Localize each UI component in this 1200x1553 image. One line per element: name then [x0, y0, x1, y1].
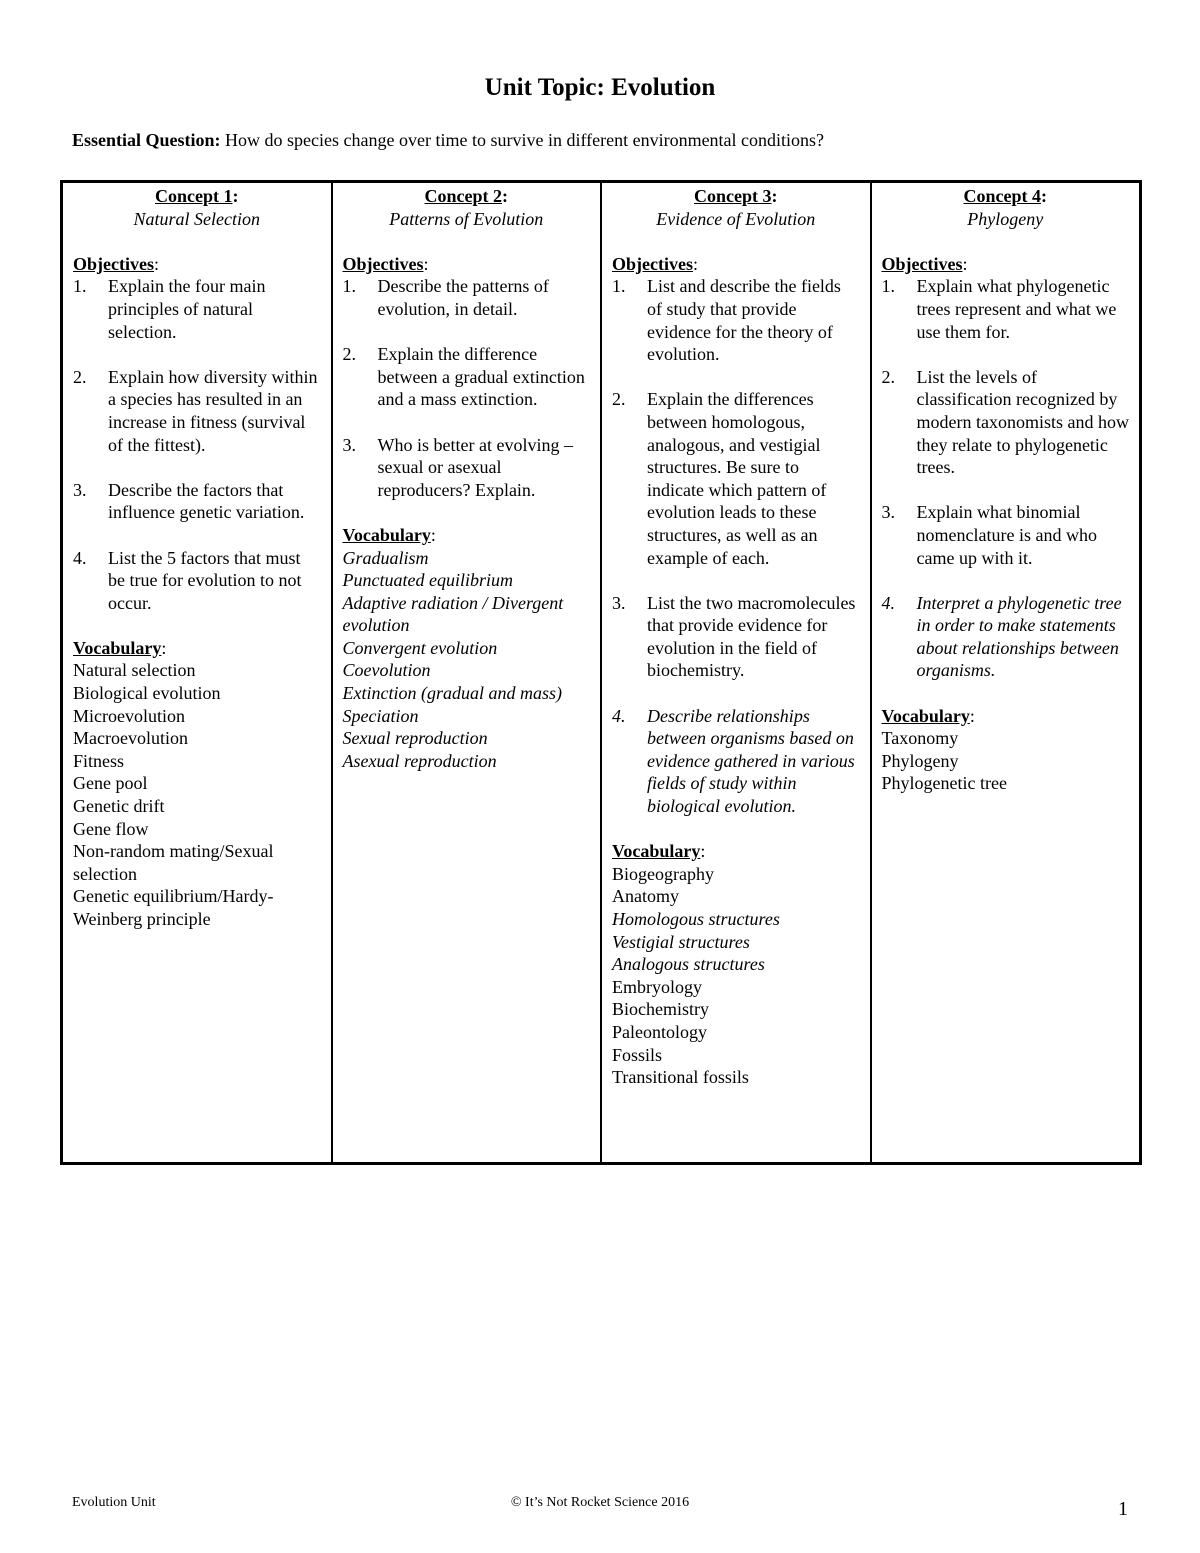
vocabulary-item: Genetic equilibrium/Hardy-Weinberg principle	[73, 886, 274, 929]
objective-text: List the levels of classification recognized by modern taxonomists and how they relate to phylogenetic trees.	[916, 366, 1129, 478]
objective-item	[73, 479, 321, 524]
objectives-list	[882, 275, 1130, 682]
concept-column-1	[63, 183, 333, 1162]
objectives-label: Objectives	[881, 253, 963, 274]
vocabulary-list	[882, 727, 1130, 795]
concepts-table	[60, 180, 1142, 1165]
objective-number: 2.	[881, 366, 895, 387]
objective-number: 3.	[73, 479, 87, 500]
vocabulary-item: Microevolution	[73, 705, 185, 726]
concept-subtitle: Phylogeny	[967, 208, 1044, 229]
vocabulary-list	[73, 659, 321, 930]
vocabulary-item: Biochemistry	[612, 999, 709, 1020]
vocabulary-item: Vestigial structures	[612, 931, 750, 952]
essential-question-text: How do species change over time to survive in different environmental conditions?	[225, 130, 825, 150]
objective-text: Who is better at evolving – sexual or asexual reproducers? Explain.	[377, 434, 573, 500]
concept-name-text: Concept 1	[155, 186, 233, 206]
objective-text: Explain what binomial nomenclature is and who came up with it.	[916, 502, 1097, 568]
vocabulary-item: Genetic drift	[73, 796, 165, 817]
objectives-heading: Objectives:	[73, 253, 159, 274]
vocabulary-heading: Vocabulary:	[881, 705, 975, 726]
objective-number: 2.	[73, 366, 87, 387]
vocabulary-item: Extinction (gradual and mass)	[342, 683, 562, 704]
vocabulary-item: Speciation	[342, 705, 419, 726]
vocabulary-item: Biological evolution	[73, 683, 221, 704]
objectives-section	[343, 253, 591, 502]
concept-name-colon: :	[1041, 186, 1047, 206]
concept-subtitle: Evidence of Evolution	[656, 208, 816, 229]
vocabulary-item: Non-random mating/Sexual selection	[73, 841, 274, 884]
concept-name	[612, 185, 860, 208]
vocabulary-item: Sexual reproduction	[342, 728, 488, 749]
vocabulary-section	[882, 705, 1130, 795]
objectives-label: Objectives	[612, 253, 693, 274]
objectives-list	[73, 275, 321, 614]
vocabulary-item: Anatomy	[612, 886, 679, 907]
vocabulary-section	[612, 840, 860, 1089]
objective-item	[612, 705, 860, 818]
vocabulary-item: Phylogenetic tree	[881, 773, 1007, 794]
objective-text: List the two macromolecules that provide evidence for evolution in the field of biochemistry.	[647, 592, 856, 681]
vocabulary-label: Vocabulary	[342, 524, 431, 545]
vocabulary-item: Convergent evolution	[342, 637, 498, 658]
vocabulary-section	[343, 524, 591, 773]
objective-item	[612, 388, 860, 569]
concept-header	[612, 185, 860, 230]
vocabulary-item: Biogeography	[612, 863, 714, 884]
concept-column-3	[602, 183, 872, 1162]
objective-text: Explain the four main principles of natural selection.	[108, 276, 266, 342]
objective-number: 2.	[612, 389, 626, 410]
objective-item	[343, 275, 591, 320]
vocabulary-list	[343, 547, 591, 773]
objectives-list	[612, 275, 860, 817]
footer-copyright: © It’s Not Rocket Science 2016	[510, 1495, 690, 1510]
objectives-section	[73, 253, 321, 615]
objective-item	[882, 366, 1130, 479]
objective-text: Explain the differences between homologous, analogous, and vestigial structures. Be sure to indicate which pattern of evolution leads to these structures, as well as an example of each.	[647, 389, 827, 568]
objective-item	[612, 592, 860, 682]
concept-name-text: Concept 4	[963, 186, 1041, 206]
concept-header	[343, 185, 591, 230]
vocabulary-item: Taxonomy	[881, 728, 959, 749]
objective-text: Explain how diversity within a species has resulted in an increase in fitness (survival of the fittest).	[108, 366, 318, 455]
concept-column-4	[872, 183, 1140, 1162]
objective-text: Describe the factors that influence genetic variation.	[108, 479, 305, 523]
vocabulary-label: Vocabulary	[73, 637, 162, 658]
objective-item	[882, 501, 1130, 569]
vocabulary-item: Punctuated equilibrium	[342, 570, 513, 591]
vocabulary-item: Phylogeny	[881, 750, 959, 771]
objective-number: 2.	[342, 344, 356, 365]
essential-question-label: Essential Question:	[72, 130, 221, 150]
vocabulary-label: Vocabulary	[612, 841, 701, 862]
vocabulary-heading: Vocabulary:	[342, 524, 436, 545]
vocabulary-item: Paleontology	[612, 1021, 707, 1042]
vocabulary-item: Embryology	[612, 976, 702, 997]
vocabulary-heading: Vocabulary:	[73, 637, 167, 658]
vocabulary-item: Fossils	[612, 1044, 663, 1065]
vocabulary-item: Adaptive radiation / Divergent evolution	[342, 592, 564, 636]
objective-number: 3.	[612, 592, 626, 613]
concept-name-text: Concept 3	[694, 186, 772, 206]
objective-item	[343, 434, 591, 502]
objectives-section	[612, 253, 860, 818]
objective-number: 1.	[73, 276, 87, 297]
objective-item	[73, 547, 321, 615]
objective-item	[882, 275, 1130, 343]
vocabulary-item: Homologous structures	[612, 909, 780, 929]
objectives-heading: Objectives:	[342, 253, 429, 274]
objectives-section	[882, 253, 1130, 682]
vocabulary-list	[612, 863, 860, 1089]
vocabulary-item: Gradualism	[342, 547, 429, 568]
concept-name	[73, 185, 321, 208]
vocabulary-label: Vocabulary	[881, 705, 970, 726]
vocabulary-item: Gene pool	[73, 773, 148, 794]
objective-number: 1.	[612, 276, 626, 297]
objective-number: 3.	[881, 502, 895, 523]
vocabulary-item: Coevolution	[342, 660, 431, 681]
objectives-label: Objectives	[73, 253, 154, 274]
concept-subtitle: Patterns of Evolution	[389, 208, 544, 229]
objective-number: 1.	[881, 276, 895, 297]
objective-item	[882, 592, 1130, 682]
objective-item	[343, 343, 591, 411]
objectives-heading: Objectives:	[612, 253, 698, 274]
vocabulary-heading: Vocabulary:	[612, 841, 706, 862]
vocabulary-item: Natural selection	[73, 660, 196, 681]
concept-subtitle: Natural Selection	[133, 208, 260, 229]
concept-name-colon: :	[502, 186, 508, 206]
concept-name	[343, 185, 591, 208]
objective-text: Interpret a phylogenetic tree in order to make statements about relationships between organisms.	[916, 592, 1122, 681]
objectives-label: Objectives	[342, 253, 424, 274]
objective-text: List the 5 factors that must be true for evolution to not occur.	[108, 547, 302, 613]
vocabulary-item: Transitional fossils	[612, 1067, 749, 1088]
objective-text: List and describe the fields of study that provide evidence for the theory of evolution.	[647, 276, 841, 365]
objective-item	[73, 275, 321, 343]
objective-number: 4.	[612, 705, 626, 726]
essential-question	[72, 130, 1152, 151]
vocabulary-item: Asexual reproduction	[342, 750, 497, 771]
objective-number: 4.	[73, 547, 87, 568]
page-number: 1	[1118, 1498, 1128, 1520]
objective-text: Explain what phylogenetic trees represent and what we use them for.	[916, 276, 1117, 342]
objective-number: 3.	[342, 434, 356, 455]
objective-item	[73, 366, 321, 456]
objectives-heading: Objectives:	[881, 253, 968, 274]
objective-text: Explain the difference between a gradual extinction and a mass extinction.	[377, 344, 585, 410]
concept-name	[882, 185, 1130, 208]
page-title: Unit Topic: Evolution	[484, 74, 716, 101]
vocabulary-item: Gene flow	[73, 818, 149, 839]
concept-header	[73, 185, 321, 230]
objective-number: 1.	[342, 276, 356, 297]
vocabulary-section	[73, 637, 321, 931]
concept-name-colon: :	[771, 186, 778, 206]
objectives-list	[343, 275, 591, 501]
vocabulary-item: Fitness	[73, 750, 125, 771]
objective-item	[612, 275, 860, 365]
vocabulary-item: Macroevolution	[73, 728, 188, 749]
objective-number: 4.	[881, 592, 895, 613]
concept-column-2	[333, 183, 603, 1162]
concept-name-text: Concept 2	[424, 186, 502, 206]
objective-text: Describe relationships between organisms based on evidence gathered in various fields of study within biological evolution.	[647, 705, 855, 817]
concept-name-colon: :	[232, 186, 239, 206]
objective-text: Describe the patterns of evolution, in detail.	[377, 276, 549, 319]
footer-unit-name: Evolution Unit	[72, 1495, 156, 1510]
concept-header	[882, 185, 1130, 230]
vocabulary-item: Analogous structures	[612, 954, 765, 975]
